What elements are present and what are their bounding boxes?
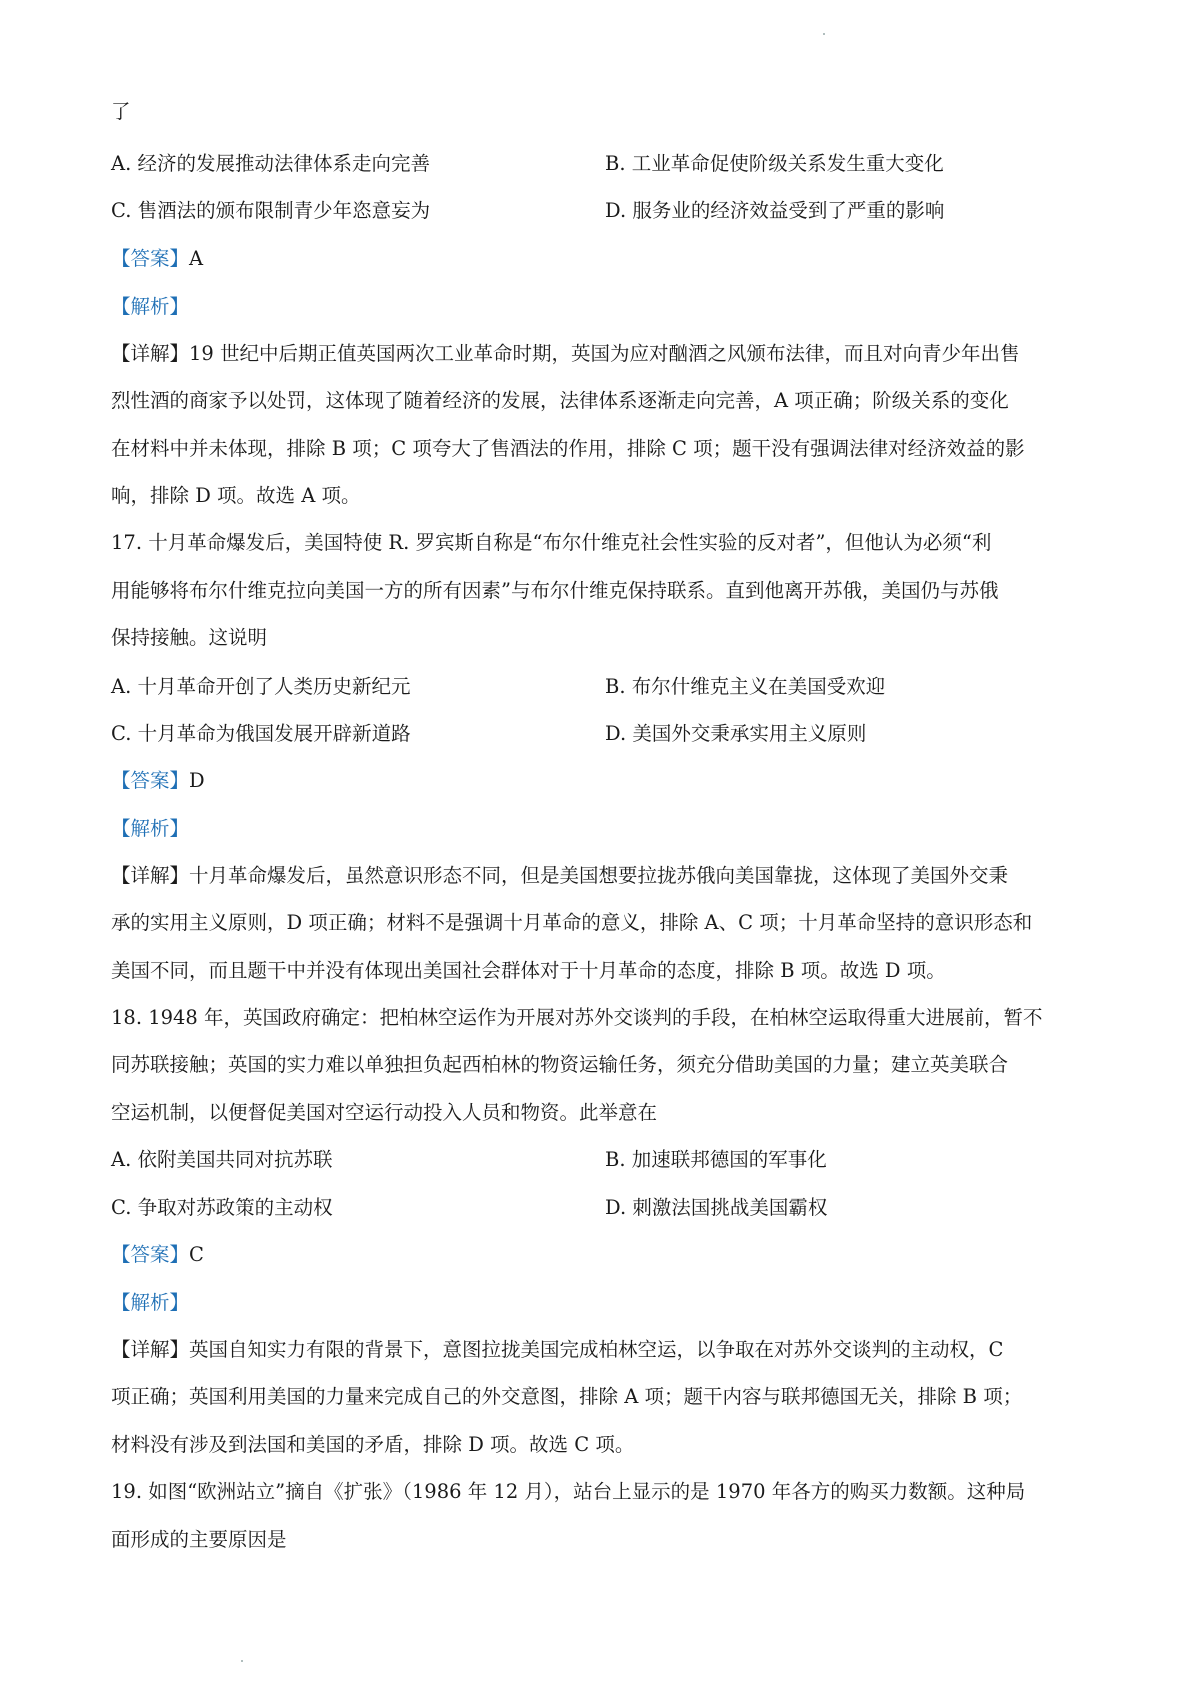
q18-stem-line-3: 空运机制，以便督促美国对空运行动投入人员和物资。此举意在 bbox=[111, 1101, 658, 1124]
detail-text: 19 世纪中后期正值英国两次工业革命时期，英国为应对酗酒之风颁布法律，而且对向青少年出售 bbox=[189, 342, 1020, 365]
q17-stem-line-3: 保持接触。这说明 bbox=[111, 626, 268, 649]
q16-stem-tail: 了 bbox=[111, 100, 131, 123]
q17-stem-line-1: 17. 十月革命爆发后，美国特使 R. 罗宾斯自称是“布尔什维克社会性实验的反对者”，但他认为必须“利 bbox=[111, 531, 992, 554]
answer-tag: 【答案】 bbox=[111, 1243, 190, 1266]
detail-tag: 【详解】 bbox=[111, 864, 190, 887]
q18-analysis bbox=[111, 1288, 1108, 1318]
scan-speck bbox=[823, 33, 825, 35]
q18-detail-line-1 bbox=[111, 1335, 1108, 1365]
q17-answer bbox=[111, 766, 1108, 796]
q16-option-c: C. 售酒法的颁布限制青少年恣意妄为 bbox=[111, 199, 431, 222]
q17-detail-line-3: 美国不同，而且题干中并没有体现出美国社会群体对于十月革命的态度，排除 B 项。故选 D 项。 bbox=[111, 959, 946, 982]
q17-stem-line-2: 用能够将布尔什维克拉向美国一方的所有因素”与布尔什维克保持联系。直到他离开苏俄，美国仍与苏俄 bbox=[111, 579, 999, 602]
q16-option-d: D. 服务业的经济效益受到了严重的影响 bbox=[605, 199, 945, 222]
answer-value: D bbox=[189, 769, 205, 792]
q18-option-b: B. 加速联邦德国的军事化 bbox=[605, 1148, 827, 1171]
detail-text: 英国自知实力有限的背景下，意图拉拢美国完成柏林空运，以争取在对苏外交谈判的主动权，C bbox=[189, 1338, 1004, 1361]
scan-speck bbox=[241, 1660, 243, 1662]
detail-tag: 【详解】 bbox=[111, 342, 190, 365]
answer-tag: 【答案】 bbox=[111, 769, 190, 792]
q19-stem-line-2: 面形成的主要原因是 bbox=[111, 1528, 287, 1551]
q17-option-d: D. 美国外交秉承实用主义原则 bbox=[605, 722, 867, 745]
q17-option-c: C. 十月革命为俄国发展开辟新道路 bbox=[111, 722, 411, 745]
q16-detail-line-3: 在材料中并未体现，排除 B 项；C 项夸大了售酒法的作用，排除 C 项；题干没有强调法律对经济效益的影 bbox=[111, 437, 1025, 460]
q18-option-c: C. 争取对苏政策的主动权 bbox=[111, 1196, 333, 1219]
q16-analysis bbox=[111, 292, 1108, 322]
q17-detail-line-2: 承的实用主义原则，D 项正确；材料不是强调十月革命的意义，排除 A、C 项；十月革命坚持的意识形态和 bbox=[111, 911, 1033, 934]
q17-option-b: B. 布尔什维克主义在美国受欢迎 bbox=[605, 675, 886, 698]
q16-detail-line-4: 响，排除 D 项。故选 A 项。 bbox=[111, 484, 361, 507]
q18-stem-line-2: 同苏联接触；英国的实力难以单独担负起西柏林的物资运输任务，须充分借助美国的力量；建立英美联合 bbox=[111, 1053, 1009, 1076]
detail-tag: 【详解】 bbox=[111, 1338, 190, 1361]
q17-option-a: A. 十月革命开创了人类历史新纪元 bbox=[111, 675, 411, 698]
analysis-tag: 【解析】 bbox=[111, 295, 190, 318]
q18-answer bbox=[111, 1240, 1108, 1270]
q16-detail-line-2: 烈性酒的商家予以处罚，这体现了随着经济的发展，法律体系逐渐走向完善，A 项正确；阶级关系的变化 bbox=[111, 389, 1009, 412]
q18-detail-line-2: 项正确；英国利用美国的力量来完成自己的外交意图，排除 A 项；题干内容与联邦德国无关，排除 B 项； bbox=[111, 1385, 1023, 1408]
q17-analysis bbox=[111, 814, 1108, 844]
q17-detail-line-1 bbox=[111, 861, 1108, 891]
q18-stem-line-1: 18. 1948 年，英国政府确定：把柏林空运作为开展对苏外交谈判的手段，在柏林空运取得重大进展前，暂不 bbox=[111, 1006, 1043, 1029]
q16-answer bbox=[111, 244, 1108, 274]
q18-option-a: A. 依附美国共同对抗苏联 bbox=[111, 1148, 333, 1171]
answer-tag: 【答案】 bbox=[111, 247, 190, 270]
q16-option-b: B. 工业革命促使阶级关系发生重大变化 bbox=[605, 152, 944, 175]
answer-value: A bbox=[189, 247, 204, 270]
q19-stem-line-1: 19. 如图“欧洲站立”摘自《扩张》（1986 年 12 月），站台上显示的是 1970 年各方的购买力数额。这种局 bbox=[111, 1480, 1026, 1503]
q16-option-a: A. 经济的发展推动法律体系走向完善 bbox=[111, 152, 430, 175]
analysis-tag: 【解析】 bbox=[111, 817, 190, 840]
detail-text: 十月革命爆发后，虽然意识形态不同，但是美国想要拉拢苏俄向美国靠拢，这体现了美国外交秉 bbox=[189, 864, 1009, 887]
q18-option-d: D. 刺激法国挑战美国霸权 bbox=[605, 1196, 828, 1219]
answer-value: C bbox=[189, 1243, 204, 1266]
q18-detail-line-3: 材料没有涉及到法国和美国的矛盾，排除 D 项。故选 C 项。 bbox=[111, 1433, 635, 1456]
analysis-tag: 【解析】 bbox=[111, 1291, 190, 1314]
q16-detail-line-1 bbox=[111, 339, 1108, 369]
